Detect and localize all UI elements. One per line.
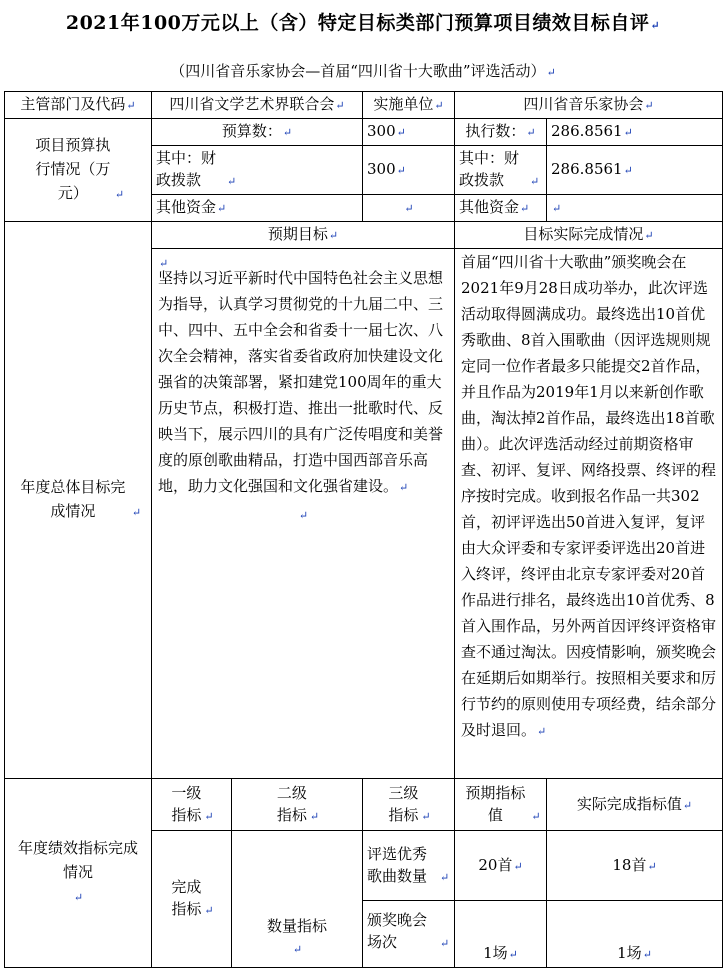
actual-value-header: 实际完成指标值↵ (547, 779, 723, 831)
level1-value: 完成指标 ↵ (152, 831, 232, 968)
indicator-expected: 20首↵ (455, 831, 547, 901)
expected-goal-text: ↵ 坚持以习近平新时代中国特色社会主义思想为指导，认真学习贯彻党的十九届二中、三中、四中、五中全会和省委十一届七次、八次全会精神，落实省委省政府加快建设文化强省的决策部署，紧扣建党100周年的重大历史节点，积极打造、推出一批歌时代、反映当下，展示四川的具有广泛传唱度和美誉度的原创歌曲精品，打造中国西部音乐高地，助力文化强国和文化强省建设。↵ ↵ (152, 249, 455, 779)
impl-label: 实施单位↵ (363, 92, 455, 119)
actual-result-text: 首届“四川省十大歌曲”颁奖晚会在2021年9月28日成功举办，此次评选活动取得圆满成功。最终选出10首优秀歌曲、8首入围歌曲（因评选规则规定同一位作者最多只能提交2首作品，并且作品为2019年1月以来新创作歌曲，淘汰掉2首作品，最终选出18首歌曲）。此次评选活动经过前期资格审查、初评、复评、网络投票、终评的程序按时完成。收到报名作品一共302首，初评评选出50首进入复评，复评由大众评委和专家评委评选出20首进入终评，终评由北京专家评委对20首作品进行排名，最终选出10首优秀、8首入围作品，另外两首因评终评资格审查不通过淘汰。因疫情影响，颁奖晚会在延期后如期举行。按照相关要求和厉行节约的原则使用专项经费，结余部分及时退回。↵ (455, 249, 723, 779)
budget-section-label: 项目预算执行情况（万元） ↵ (5, 119, 152, 222)
indicator-expected: 1场↵ (455, 901, 547, 968)
indicator-name: 颁奖晚会场次 ↵ (363, 901, 455, 968)
budget-row (5, 119, 723, 146)
fiscal-label-2: 其中：财政拨款 ↵ (455, 146, 547, 195)
other-budget: ↵ (363, 195, 455, 222)
other-exec: ↵ (547, 195, 723, 222)
other-label: 其他资金↵ (152, 195, 363, 222)
level2-header: 二级指标 ↵ (232, 779, 363, 831)
actual-result-header: 目标实际完成情况↵ (455, 222, 723, 249)
performance-table (4, 91, 723, 968)
level2-value: 数量指标 ↵ (232, 831, 363, 968)
performance-section-label: 年度绩效指标完成情况↵ (5, 779, 152, 968)
fiscal-exec: 286.8561↵ (547, 146, 723, 195)
document-subtitle: （四川省音乐家协会—首届“四川省十大歌曲”评选活动）↵ (170, 62, 556, 80)
expected-goal-header: 预期目标↵ (152, 222, 455, 249)
indicator-name: 评选优秀歌曲数量 ↵ (363, 831, 455, 901)
indicator-actual: 1场↵ (547, 901, 723, 968)
document-title: 2021年100万元以上（含）特定目标类部门预算项目绩效目标自评↵ (65, 12, 661, 34)
dept-value: 四川省文学艺术界联合会↵ (152, 92, 363, 119)
level1-header: 一级指标 ↵ (152, 779, 232, 831)
exec-value: 286.8561↵ (547, 119, 723, 146)
expected-value-header: 预期指标值 ↵ (455, 779, 547, 831)
fiscal-budget: 300↵ (363, 146, 455, 195)
annual-section-label: 年度总体目标完成情况 ↵ (5, 222, 152, 779)
impl-value: 四川省音乐家协会↵ (455, 92, 723, 119)
budget-label: 预算数：↵ (152, 119, 363, 146)
level3-header: 三级指标 ↵ (363, 779, 455, 831)
exec-label: 执行数：↵ (455, 119, 547, 146)
fiscal-label: 其中：财政拨款 ↵ (152, 146, 363, 195)
indicator-header-row (5, 779, 723, 831)
other-label-2: 其他资金↵ (455, 195, 547, 222)
dept-label: 主管部门及代码↵ (5, 92, 152, 119)
indicator-actual: 18首↵ (547, 831, 723, 901)
budget-value: 300↵ (363, 119, 455, 146)
header-row (5, 92, 723, 119)
annual-header-row (5, 222, 723, 249)
